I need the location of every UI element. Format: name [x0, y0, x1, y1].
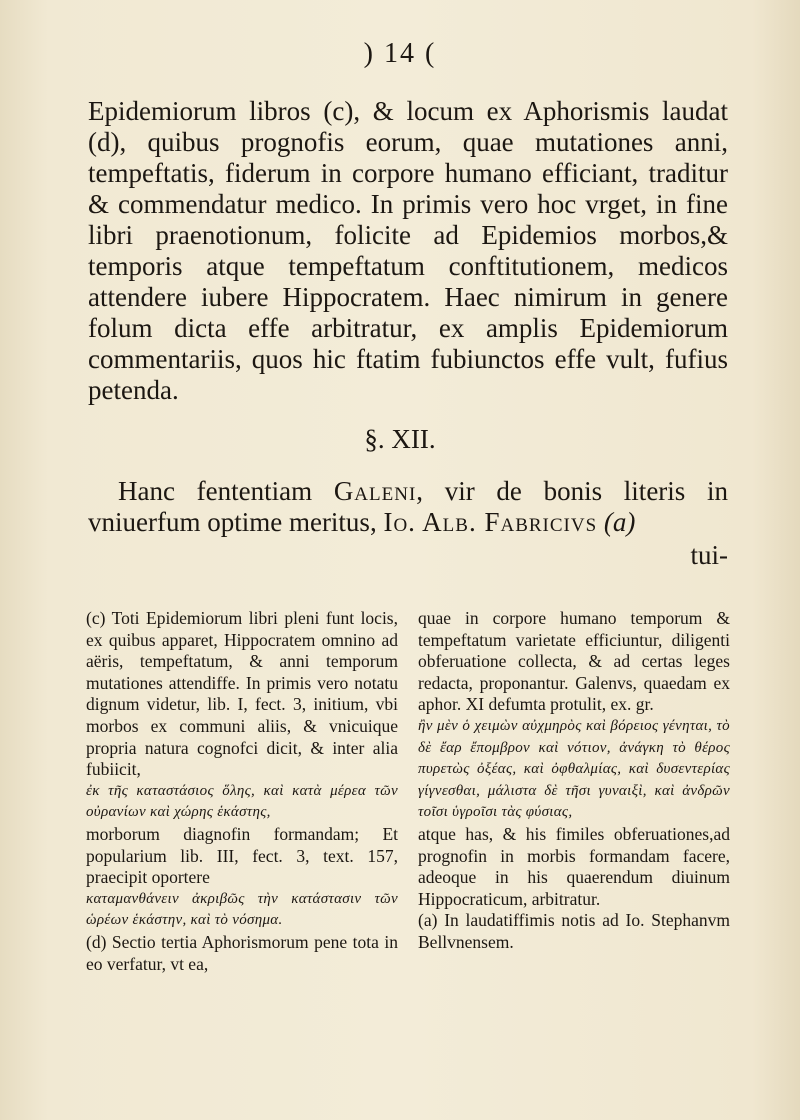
catchword: tui-: [690, 540, 728, 570]
footnote-d-conclusion: atque has, & his fimiles obferuationes,ad prognofin in morbis formandam facere, adeoque in his quaerendum diuinum Hippocraticum, arbitratur.: [418, 823, 730, 909]
second-paragraph: [88, 476, 728, 538]
footnotes: [86, 608, 730, 975]
footnote-reference: (a): [603, 507, 636, 537]
para2-text-middle: , vir de bonis literis in vniuerfum optime meritus,: [88, 476, 728, 537]
page-number-header: ) 14 (: [363, 38, 437, 69]
footnotes-right-column: [418, 608, 730, 975]
author-name-galeni: Galeni: [333, 476, 417, 506]
footnote-d-continued: quae in corpore humano temporum & tempeftatum varietate efficiuntur, diligenti obferuatione collecta, & ad certas leges redacta, proponantur. Galenvs, quaedam ex aphor. XI defumta protulit, ex. gr.: [418, 608, 730, 715]
greek-quotation: καταμανθάνειν ἀκριβῶς τὴν κατάστασιν τῶν ὡρέων ἑκάστην, καὶ τὸ νόσημα.: [86, 890, 398, 929]
author-name-fabricius: Io. Alb. Fabricivs: [383, 507, 598, 537]
footnote-d-text: (d) Sectio tertia Aphorismorum pene tota in eo verfatur, vt ea,: [86, 931, 398, 974]
footnote-c-text: (c) Toti Epidemiorum libri pleni funt locis, ex quibus apparet, Hippocratem omnino ad aëris, tempeftatum, & anni temporum mutationes attendiffe. In primis vero notatu dignum videtur, lib. I, fect. 3, initium, vbi morbos ex communi aliis, & vnicuique propria natura cognofci dicit, & inter alia fubiicit,: [86, 608, 398, 780]
footnote-c-continued: morborum diagnofin formandam; Et popularium lib. III, fect. 3, text. 157, praecipit oportere: [86, 823, 398, 888]
section-heading: §. XII.: [364, 424, 436, 454]
main-paragraph: [88, 96, 728, 406]
greek-quotation: ἢν μὲν ὁ χειμὼν αὐχμηρὸς καὶ βόρειος γένηται, τὸ δὲ ἔαρ ἔπομβρον καὶ νότιον, ἀνάγκη τὸ θέρος πυρετὼς ὀξέας, καὶ ὀφθαλμίας, καὶ δυσεντερίας γίγνεσθαι, μάλιστα δὲ τῆσι γυναιξὶ, καὶ ἀνδρῶν τοῖσι ὑγροῖσι τὰς φύσιας,: [418, 717, 730, 821]
footnotes-left-column: [86, 608, 398, 975]
para2-text-before: Hanc fententiam: [118, 476, 313, 506]
greek-quotation: ἐκ τῆς καταστάσιος ὅλης, καὶ κατὰ μέρεα τῶν οὐρανίων καὶ χώρης ἑκάστης,: [86, 782, 398, 821]
main-paragraph-text: Epidemiorum libros (c), & locum ex Aphorismis laudat (d), quibus prognofis eorum, quae mutationes anni, tempeftatis, fiderum in corpore humano efficiant, traditur & commendatur medico. In primis vero hoc vrget, in fine libri praenotionum, folicite ad Epidemios morbos,& temporis atque tempeftatum conftitutionem, medicos attendere iubere Hippocratem. Haec nimirum in genere folum dicta effe arbitratur, ex amplis Epidemiorum commentariis, quos hic ftatim fubiunctos effe vult, fufius petenda.: [88, 96, 728, 405]
footnote-a-text: (a) In laudatiffimis notis ad Io. Stephanvm Bellvnensem.: [418, 910, 730, 952]
